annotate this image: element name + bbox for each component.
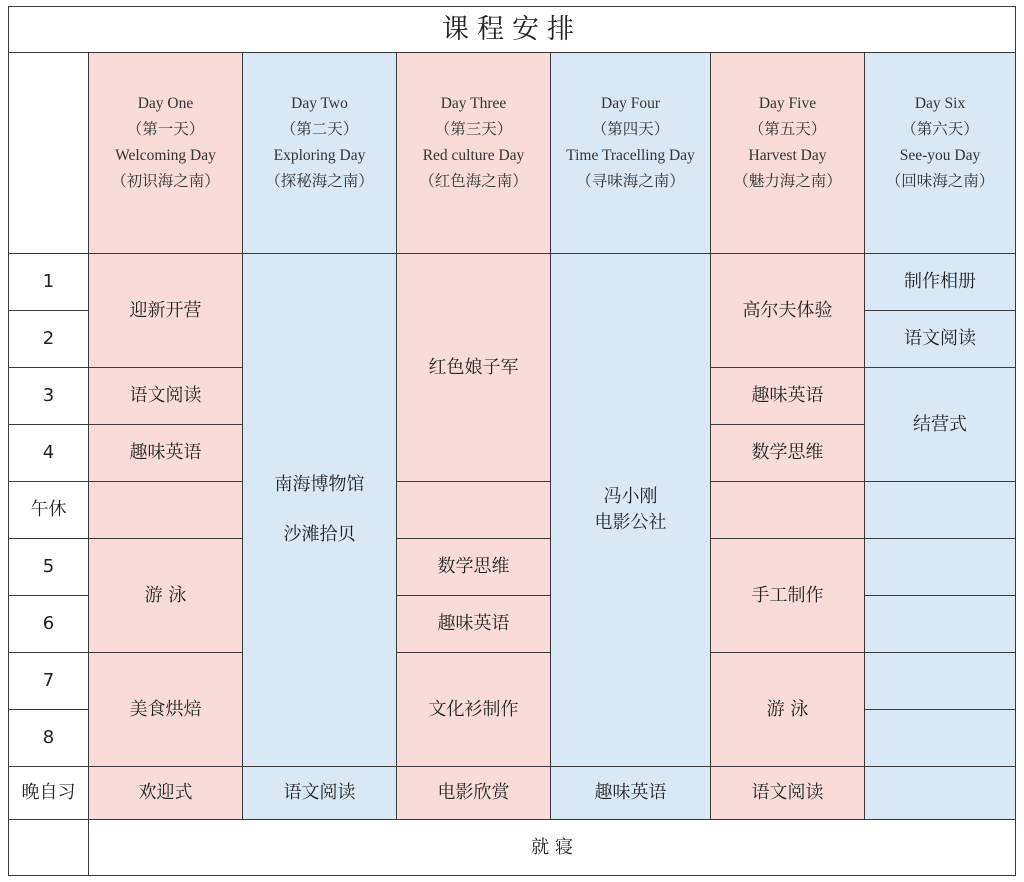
day6-empty-noon (864, 481, 1016, 539)
day-header-4: Day Four （第四天） Time Tracelling Day （寻味海之南） (550, 52, 711, 254)
day6-chinese-reading: 语文阅读 (864, 310, 1016, 368)
row-label-3: 3 (8, 367, 89, 425)
day6-empty-8 (864, 709, 1016, 767)
day3-fun-english: 趣味英语 (396, 595, 551, 653)
day-header-5: Day Five （第五天） Harvest Day （魅力海之南） (710, 52, 865, 254)
day1-chinese-reading: 语文阅读 (88, 367, 243, 425)
row-label-noon-break: 午休 (8, 481, 89, 539)
day6-photo-album: 制作相册 (864, 253, 1016, 311)
day6-closing-ceremony: 结营式 (864, 367, 1016, 482)
row-label-bedtime (8, 819, 89, 876)
day1-swimming: 游 泳 (88, 538, 243, 653)
day1-baking: 美食烘焙 (88, 652, 243, 767)
day6-empty-5 (864, 538, 1016, 596)
bedtime-cell: 就 寝 (88, 819, 1016, 876)
day3-tshirt-making: 文化衫制作 (396, 652, 551, 767)
day5-noon-break (710, 481, 865, 539)
day2-evening: 语文阅读 (242, 766, 397, 820)
day5-handcraft: 手工制作 (710, 538, 865, 653)
day5-swimming: 游 泳 (710, 652, 865, 767)
row-label-5: 5 (8, 538, 89, 596)
day3-red-army: 红色娘子军 (396, 253, 551, 482)
row-label-4: 4 (8, 424, 89, 482)
day4-film-commune: 冯小刚 电影公社 (550, 253, 711, 767)
row-label-6: 6 (8, 595, 89, 653)
day1-fun-english: 趣味英语 (88, 424, 243, 482)
row-label-8: 8 (8, 709, 89, 767)
day1-evening: 欢迎式 (88, 766, 243, 820)
day-header-1: Day One （第一天） Welcoming Day （初识海之南） (88, 52, 243, 254)
schedule-table (8, 6, 1016, 876)
day-header-6: Day Six （第六天） See-you Day （回味海之南） (864, 52, 1016, 254)
day5-fun-english: 趣味英语 (710, 367, 865, 425)
row-label-7: 7 (8, 652, 89, 710)
day1-noon-break (88, 481, 243, 539)
header-corner (8, 52, 89, 254)
day6-empty-7 (864, 652, 1016, 710)
day6-empty-evening (864, 766, 1016, 820)
row-label-1: 1 (8, 253, 89, 311)
day4-evening: 趣味英语 (550, 766, 711, 820)
day-header-2: Day Two （第二天） Exploring Day （探秘海之南） (242, 52, 397, 254)
day1-welcome-camp: 迎新开营 (88, 253, 243, 368)
row-label-evening: 晚自习 (8, 766, 89, 820)
day5-golf: 高尔夫体验 (710, 253, 865, 368)
row-label-2: 2 (8, 310, 89, 368)
day3-math-thinking: 数学思维 (396, 538, 551, 596)
day5-evening: 语文阅读 (710, 766, 865, 820)
day3-noon-break (396, 481, 551, 539)
day-header-3: Day Three （第三天） Red culture Day （红色海之南） (396, 52, 551, 254)
day5-math-thinking: 数学思维 (710, 424, 865, 482)
day2-museum-beach: 南海博物馆 沙滩拾贝 (242, 253, 397, 767)
page-title: 课程安排 (8, 6, 1016, 53)
day6-empty-6 (864, 595, 1016, 653)
day3-evening: 电影欣赏 (396, 766, 551, 820)
